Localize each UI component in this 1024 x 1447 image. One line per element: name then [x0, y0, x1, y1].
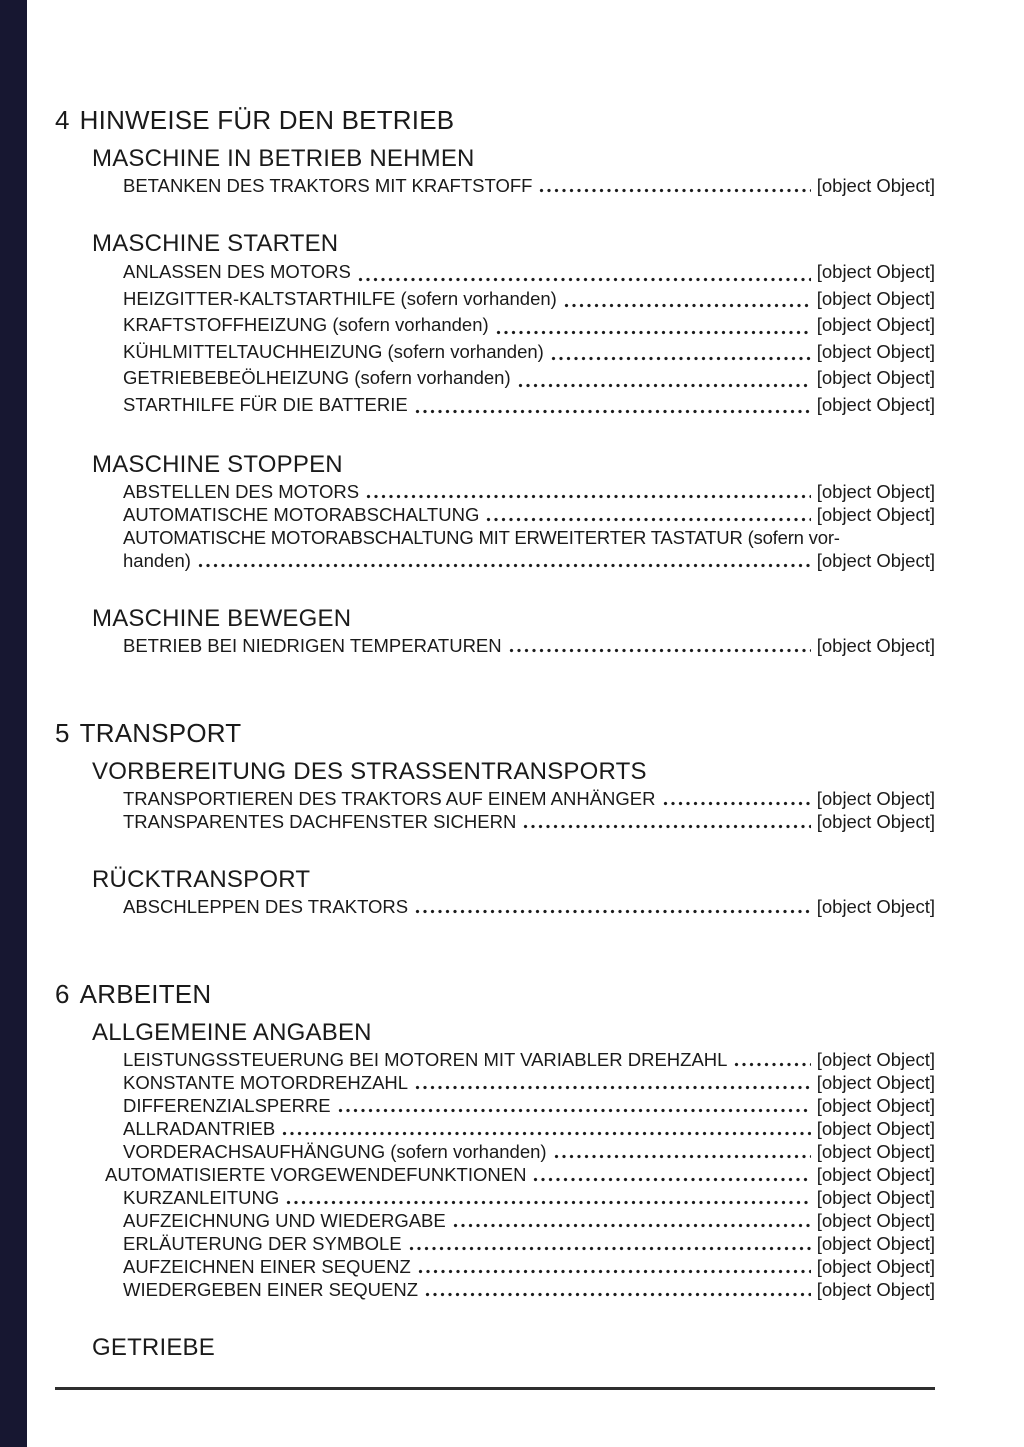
dot-leader: [564, 303, 811, 308]
entry-label: AUTOMATISCHE MOTORABSCHALTUNG: [123, 504, 480, 525]
entry-page-number: [object Object]: [816, 1072, 935, 1093]
entry-label: KONSTANTE MOTORDREHZAHL: [123, 1072, 409, 1093]
entry-page-number: [object Object]: [816, 1233, 935, 1254]
entry-label: BETRIEB BEI NIEDRIGEN TEMPERATUREN: [123, 635, 502, 656]
chapter-heading: [55, 717, 935, 750]
entry-page-number: [object Object]: [816, 550, 935, 571]
dot-leader: [415, 409, 811, 414]
toc-section: [55, 605, 935, 657]
section-heading: GETRIEBE: [92, 1334, 215, 1361]
dot-leader: [358, 277, 811, 282]
entry-page-number: [object Object]: [816, 1095, 935, 1116]
entry-label: STARTHILFE FÜR DIE BATTERIE: [123, 393, 408, 415]
dot-leader: [409, 1246, 811, 1251]
toc-content: [55, 0, 935, 1390]
dot-leader: [415, 909, 811, 914]
entry-label: GETRIEBEBEÖLHEIZUNG (sofern vorhanden): [123, 367, 511, 388]
toc-entry[interactable]: [123, 1094, 935, 1117]
dot-leader: [198, 563, 811, 568]
toc-entry[interactable]: [105, 1163, 935, 1186]
section-entries: [123, 259, 935, 418]
toc-entry[interactable]: [123, 1278, 935, 1301]
toc: [55, 104, 935, 1362]
toc-entry[interactable]: [123, 392, 935, 419]
entry-label: ABSCHLEPPEN DES TRAKTORS: [123, 896, 409, 917]
entry-page-number: [object Object]: [816, 1279, 935, 1300]
toc-entry[interactable]: [123, 634, 935, 657]
dot-leader: [282, 1131, 811, 1136]
entry-page-number: [object Object]: [816, 340, 935, 362]
dot-leader: [425, 1292, 811, 1297]
entry-label: WIEDERGEBEN EINER SEQUENZ: [123, 1279, 419, 1300]
toc-section: [55, 758, 935, 833]
entry-page-number: [object Object]: [816, 1187, 935, 1208]
entry-page-number: [object Object]: [816, 367, 935, 388]
entry-label: ANLASSEN DES MOTORS: [123, 261, 351, 282]
chapter-title: TRANSPORT: [79, 718, 242, 748]
entry-label: DIFFERENZIALSPERRE: [123, 1095, 331, 1116]
toc-entry[interactable]: [123, 312, 935, 339]
dot-leader: [554, 1154, 811, 1159]
toc-entry[interactable]: [123, 810, 935, 833]
entry-page-number: [object Object]: [816, 314, 935, 335]
chapter-number: 4: [55, 105, 70, 135]
toc-entry[interactable]: [123, 480, 935, 503]
page-binding-edge: [0, 0, 27, 1447]
entry-page-number: [object Object]: [816, 175, 935, 196]
toc-section: [55, 145, 935, 197]
dot-leader: [734, 1062, 810, 1067]
dot-leader: [509, 648, 811, 653]
entry-label: TRANSPARENTES DACHFENSTER SICHERN: [123, 811, 517, 832]
entry-page-number: [object Object]: [816, 1118, 935, 1139]
dot-leader: [496, 330, 811, 335]
entry-label: HEIZGITTER-KALTSTARTHILFE (sofern vorhanden): [123, 287, 557, 309]
entry-label-line2: handen): [123, 550, 191, 571]
entry-label: AUTOMATISIERTE VORGEWENDEFUNKTIONEN: [105, 1164, 527, 1185]
section-entries: [123, 480, 935, 572]
entry-label: KÜHLMITTELTAUCHHEIZUNG (sofern vorhanden): [123, 340, 544, 362]
entry-page-number: [object Object]: [816, 811, 935, 832]
section-heading: RÜCKTRANSPORT: [92, 866, 311, 893]
entry-page-number: [object Object]: [816, 635, 935, 656]
dot-leader: [338, 1108, 811, 1113]
toc-chapter: [55, 978, 935, 1362]
entry-page-number: [object Object]: [816, 393, 935, 415]
section-entries: [123, 634, 935, 657]
dot-leader: [418, 1269, 811, 1274]
toc-entry[interactable]: [123, 365, 935, 392]
entry-label: AUFZEICHNUNG UND WIEDERGABE: [123, 1210, 446, 1231]
entry-label: ERLÄUTERUNG DER SYMBOLE: [123, 1233, 402, 1254]
toc-chapter: [55, 104, 935, 657]
entry-page-number: [object Object]: [816, 1256, 935, 1277]
chapter-heading: [55, 104, 935, 137]
section-entries: [105, 1048, 935, 1301]
toc-entry[interactable]: [123, 503, 935, 526]
entry-label: TRANSPORTIEREN DES TRAKTORS AUF EINEM ANHÄNGER: [123, 788, 656, 809]
entry-page-number: [object Object]: [816, 261, 935, 282]
chapter-heading: [55, 978, 935, 1011]
entry-page-number: [object Object]: [816, 1164, 935, 1185]
entry-page-number: [object Object]: [816, 1049, 935, 1070]
entry-label: KRAFTSTOFFHEIZUNG (sofern vorhanden): [123, 314, 489, 335]
entry-page-number: [object Object]: [816, 504, 935, 525]
dot-leader: [286, 1200, 810, 1205]
toc-entry[interactable]: [123, 1071, 935, 1094]
toc-chapter: [55, 717, 935, 918]
toc-section: [55, 866, 935, 918]
section-entries: [123, 174, 935, 197]
chapter-number: 5: [55, 718, 70, 748]
dot-leader: [453, 1223, 811, 1228]
toc-section: [55, 1334, 935, 1362]
toc-entry[interactable]: [123, 1255, 935, 1278]
toc-entry[interactable]: [123, 895, 935, 918]
dot-leader: [518, 383, 811, 388]
toc-entry[interactable]: [123, 339, 935, 366]
section-heading: VORBEREITUNG DES STRASSENTRANSPORTS: [92, 758, 647, 785]
entry-page-number: [object Object]: [816, 1210, 935, 1231]
toc-section: [55, 451, 935, 572]
entry-label: ABSTELLEN DES MOTORS: [123, 481, 360, 502]
toc-entry[interactable]: [123, 526, 935, 572]
entry-label: VORDERACHSAUFHÄNGUNG (sofern vorhanden): [123, 1141, 547, 1162]
entry-label-line1: AUTOMATISCHE MOTORABSCHALTUNG MIT ERWEITERTER TASTATUR (sofern vor-: [123, 527, 840, 548]
toc-entry[interactable]: [123, 1232, 935, 1255]
section-heading: MASCHINE BEWEGEN: [92, 605, 352, 632]
toc-entry[interactable]: [123, 1140, 935, 1163]
toc-entry[interactable]: [123, 787, 935, 810]
dot-leader: [539, 188, 810, 193]
entry-page-number: [object Object]: [816, 481, 935, 502]
dot-leader: [366, 494, 811, 499]
toc-entry[interactable]: [123, 1186, 935, 1209]
toc-entry[interactable]: [123, 1117, 935, 1140]
entry-page-number: [object Object]: [816, 1141, 935, 1162]
section-heading: MASCHINE IN BETRIEB NEHMEN: [92, 145, 475, 172]
section-heading: MASCHINE STOPPEN: [92, 451, 343, 478]
toc-entry[interactable]: [123, 1209, 935, 1232]
section-heading: ALLGEMEINE ANGABEN: [92, 1019, 372, 1046]
entry-page-number: [object Object]: [816, 287, 935, 309]
section-heading: MASCHINE STARTEN: [92, 230, 339, 257]
toc-entry[interactable]: [123, 259, 935, 286]
entry-label: LEISTUNGSSTEUERUNG BEI MOTOREN MIT VARIABLER DREHZAHL: [123, 1049, 728, 1070]
toc-section: [55, 1019, 935, 1301]
entry-label: ALLRADANTRIEB: [123, 1118, 276, 1139]
bottom-rule: [55, 1387, 935, 1390]
dot-leader: [533, 1177, 810, 1182]
toc-section: [55, 230, 935, 418]
toc-entry[interactable]: [123, 286, 935, 313]
dot-leader: [523, 824, 810, 829]
entry-label: BETANKEN DES TRAKTORS MIT KRAFTSTOFF: [123, 175, 533, 196]
dot-leader: [663, 801, 811, 806]
chapter-number: 6: [55, 979, 70, 1009]
entry-page-number: [object Object]: [816, 896, 935, 917]
entry-label: AUFZEICHNEN EINER SEQUENZ: [123, 1256, 411, 1277]
section-entries: [123, 787, 935, 833]
toc-entry[interactable]: [123, 1048, 935, 1071]
entry-page-number: [object Object]: [816, 788, 935, 809]
toc-entry[interactable]: [123, 174, 935, 197]
dot-leader: [486, 517, 810, 522]
dot-leader: [415, 1085, 811, 1090]
chapter-title: ARBEITEN: [79, 979, 212, 1009]
entry-label: KURZANLEITUNG: [123, 1187, 280, 1208]
chapter-title: HINWEISE FÜR DEN BETRIEB: [79, 105, 455, 135]
section-entries: [123, 895, 935, 918]
dot-leader: [551, 356, 811, 361]
